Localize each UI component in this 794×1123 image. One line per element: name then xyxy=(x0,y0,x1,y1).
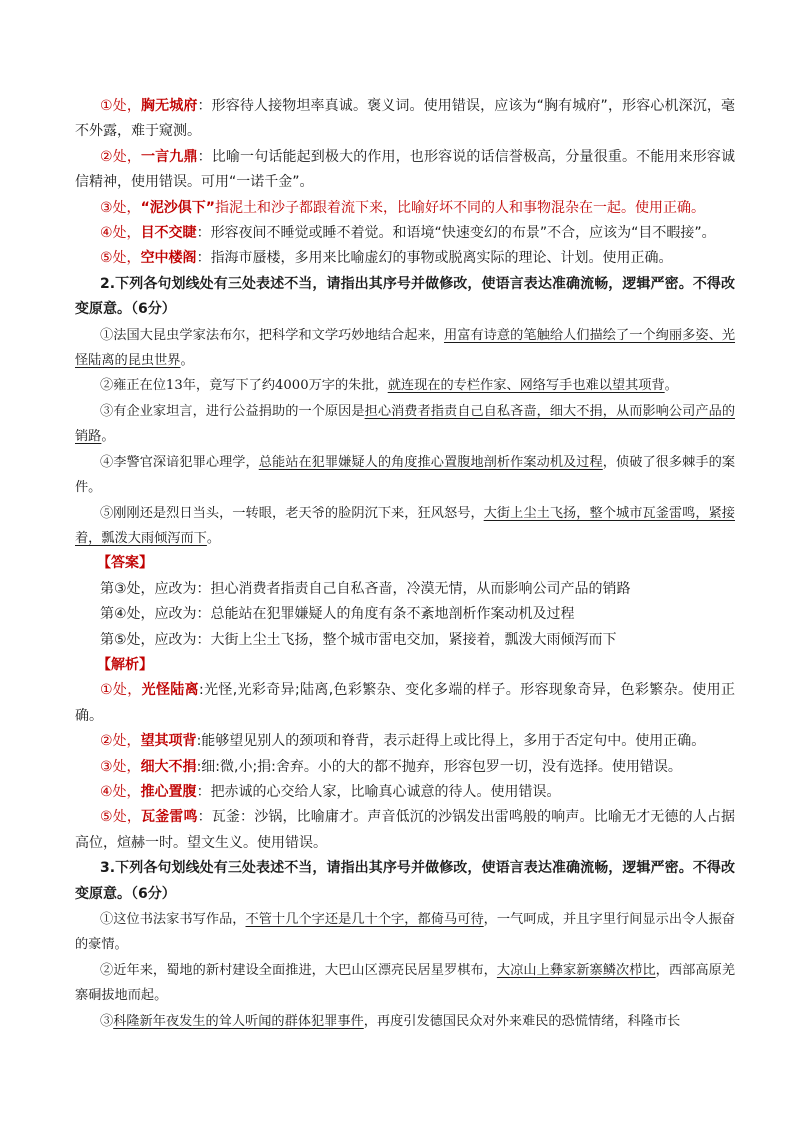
analysis-item xyxy=(75,755,735,780)
item-number: ⑤处， xyxy=(100,250,141,267)
item-description: 指海市蜃楼，多用来比喻虚幻的事物或脱离实际的理论、计划。使用正确。 xyxy=(210,250,673,267)
question-3 xyxy=(75,856,735,1034)
underlined-text: 担心消费者指责自己自私吝啬，细大不捐，从而影响公司产品的销路 xyxy=(75,403,736,445)
item-number: ③处， xyxy=(100,199,141,216)
sentence-text: 。 xyxy=(206,530,221,546)
question-2 xyxy=(75,272,735,856)
analysis-item xyxy=(75,94,735,145)
sentence-text: ②近年来，蜀地的新村建设全面推进，大巴山区漂亮民居星罗棋布， xyxy=(100,962,497,978)
answer-label: 【答案】 xyxy=(97,555,153,572)
idiom-term: 望其项背 xyxy=(140,733,197,750)
item-number: ①处， xyxy=(100,682,142,699)
answer-line: 第③处，应改为：担心消费者指责自己自私吝啬，冷漠无情，从而影响公司产品的销路 xyxy=(100,580,631,597)
analysis-item xyxy=(75,196,735,221)
underlined-text: 就连现在的专栏作家、网络写手也难以望其项背 xyxy=(387,378,665,394)
answer-line: 第⑤处，应改为：大街上尘土飞扬，整个城市雷电交加，紧接着，瓢泼大雨倾泻而下 xyxy=(100,631,617,648)
idiom-term: 推心置腹 xyxy=(140,783,197,800)
item-number: ②处， xyxy=(100,733,141,750)
item-description: 形容待人接物坦率真诚。褒义词。使用错误，应该为“胸有城府”，形容心机深沉，毫不外露，难于窥测。 xyxy=(75,98,735,140)
example-sentence xyxy=(75,958,735,1009)
item-description: 光怪,光彩奇异;陆离,色彩繁杂、变化多端的样子。形容现象奇异，色彩繁杂。使用正确。 xyxy=(75,682,735,724)
idiom-term: 一言九鼎 xyxy=(141,148,198,165)
sentence-text: ，西部高原羌寨硐拔地而起。 xyxy=(75,962,736,1004)
idiom-term: 空中楼阁 xyxy=(140,250,197,267)
underlined-text: 不管十几个字还是几十个字，都倚马可待 xyxy=(245,912,484,927)
underlined-text: 用富有诗意的笔触给人们描绘了一个绚丽多姿、光怪陆离的昆虫世界 xyxy=(75,327,736,369)
question-stem: 3.下列各句划线处有三处表述不当，请指出其序号并做修改，使语言表达准确流畅，逻辑严密。不得改变原意。（6分） xyxy=(75,860,735,902)
analysis-item xyxy=(75,678,735,729)
item-description: 比喻一句话能起到极大的作用，也形容说的话信誉极高，分量很重。不能用来形容诚信精神，使用错误。可用“一诺千金”。 xyxy=(75,148,736,191)
item-number: ④处， xyxy=(100,783,141,800)
item-description: 瓦釜：沙锅，比喻庸才。声音低沉的沙锅发出雷鸣般的响声。比喻无才无德的人占据高位，煊赫一时。望文生义。使用错误。 xyxy=(75,809,736,851)
sentence-text: ①这位书法家书写作品， xyxy=(100,912,246,927)
sentence-text: 。 xyxy=(101,429,115,445)
item-number: ⑤处， xyxy=(100,809,141,826)
analysis-item xyxy=(75,729,735,754)
sentence-text: 。 xyxy=(664,378,678,394)
term-separator: : xyxy=(196,758,202,775)
sentence-text: ，再度引发德国民众对外来难民的恐慌情绪，科隆市长 xyxy=(363,1013,681,1029)
example-sentence xyxy=(75,373,735,398)
item-description: 指泥土和沙子都跟着流下来，比喻好坏不同的人和事物混杂在一起。使用正确。 xyxy=(214,199,705,216)
sentence-text: ②雍正在位13年，竟写下了约4000万字的朱批， xyxy=(100,378,388,394)
item-number: ①处， xyxy=(100,98,141,114)
example-sentence xyxy=(75,399,735,450)
sentence-text: ④李警官深谙犯罪心理学， xyxy=(100,454,259,470)
example-sentence xyxy=(75,450,735,501)
item-description: 能够望见别人的颈项和脊背，表示赶得上或比得上，多用于否定句中。使用正确。 xyxy=(201,733,706,750)
item-description: 形容夜间不睡觉或睡不着觉。和语境“快速变幻的布景”不合，应该为“目不暇接”。 xyxy=(210,225,716,242)
term-separator: ： xyxy=(197,98,212,114)
item-description: 把赤诚的心交给人家，比喻真心诚意的待人。使用错误。 xyxy=(210,783,561,800)
sentence-text: ③ xyxy=(100,1013,114,1029)
term-separator: ： xyxy=(196,783,211,800)
underlined-text: 总能站在犯罪嫌疑人的角度推心置腹地剖析作案动机及过程 xyxy=(258,454,603,470)
sentence-text: ③有企业家坦言，进行公益捐助的一个原因是 xyxy=(100,403,365,419)
underlined-text: 大凉山上彝家新寨鳞次栉比 xyxy=(496,962,656,978)
idiom-term: 光怪陆离 xyxy=(141,682,200,699)
q1-analysis xyxy=(75,94,735,272)
document-page xyxy=(75,94,735,1034)
analysis-item xyxy=(75,780,735,805)
term-separator: : xyxy=(199,682,204,699)
analysis-item xyxy=(75,246,735,271)
idiom-term: 瓦釜雷鸣 xyxy=(141,809,198,826)
sentence-text: ⑤刚刚还是烈日当头，一转眼，老天爷的脸阴沉下来，狂风怒号， xyxy=(100,505,484,521)
example-sentence xyxy=(75,501,735,552)
item-number: ③处， xyxy=(100,758,141,775)
answer-line: 第④处，应改为：总能站在犯罪嫌疑人的角度有条不紊地剖析作案动机及过程 xyxy=(100,606,575,623)
term-separator: ： xyxy=(197,148,212,165)
analysis-label: 【解析】 xyxy=(97,656,153,673)
item-description: 细:微,小;捐:舍弃。小的大的都不抛弃，形容包罗一切，没有选择。使用错误。 xyxy=(201,758,682,775)
underlined-text: 大街上尘土飞扬，整个城市瓦釜雷鸣，紧接着，瓢泼大雨倾泻而下 xyxy=(75,505,735,546)
idiom-term: 胸无城府 xyxy=(140,98,198,114)
sentence-text: ，一气呵成，并且字里行间显示出令人振奋的豪情。 xyxy=(75,912,735,953)
sentence-text: 。 xyxy=(180,353,194,369)
example-sentence xyxy=(75,323,735,374)
sentence-text: ①法国大昆虫学家法布尔，把科学和文学巧妙地结合起来， xyxy=(100,327,444,343)
term-separator: ： xyxy=(196,250,211,267)
underlined-text: 科隆新年夜发生的耸人听闻的群体犯罪事件 xyxy=(113,1013,364,1029)
idiom-term: 细大不捐 xyxy=(140,758,197,775)
item-number: ④处， xyxy=(100,225,141,242)
term-separator: ： xyxy=(197,809,212,826)
question-stem: 2.下列各句划线处有三处表述不当，请指出其序号并做修改，使语言表达准确流畅，逻辑严密。不得改变原意。（6分） xyxy=(75,275,735,318)
analysis-item xyxy=(75,145,735,196)
idiom-term: 目不交睫 xyxy=(140,225,197,242)
item-number: ②处， xyxy=(100,148,141,165)
example-sentence xyxy=(75,1009,735,1034)
sentence-text: ，侦破了很多棘手的案件。 xyxy=(75,454,736,496)
term-separator: ： xyxy=(196,225,211,242)
example-sentence xyxy=(75,907,735,958)
term-separator: : xyxy=(196,733,202,750)
analysis-item xyxy=(75,805,735,856)
analysis-item xyxy=(75,221,735,246)
idiom-term: “泥沙俱下” xyxy=(140,199,215,216)
